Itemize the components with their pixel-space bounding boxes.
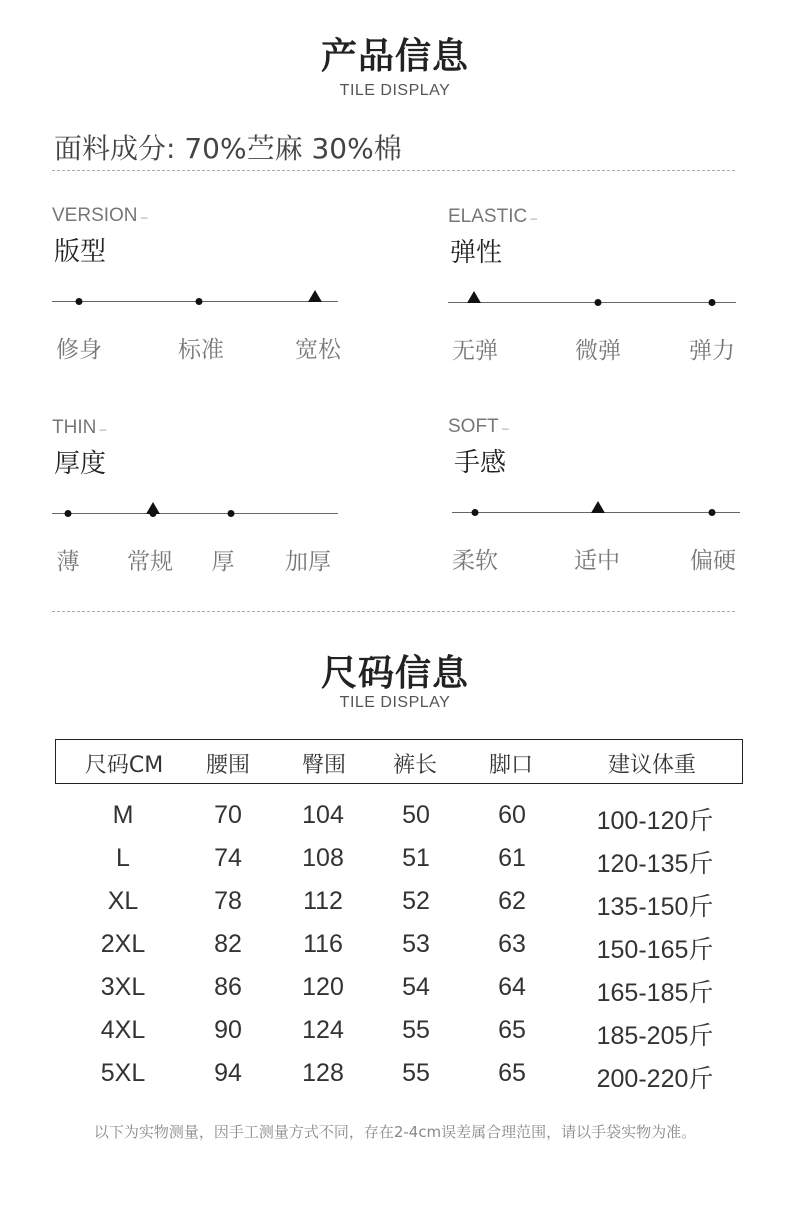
divider-bottom (52, 611, 735, 612)
scale-dot (595, 299, 602, 306)
table-row (0, 844, 790, 887)
cell-hem: 60 (498, 801, 526, 829)
cell-size: L (116, 844, 130, 872)
scale-dot (196, 298, 203, 305)
scale-dot (228, 510, 235, 517)
attribute-cn-label: 手感 (454, 448, 507, 478)
scale-line (448, 302, 736, 303)
cell-size: 4XL (100, 1016, 146, 1044)
attribute-en-label: VERSION – (52, 205, 148, 227)
attribute-en-label: ELASTIC – (448, 206, 537, 228)
cell-weight: 135-150斤 (596, 893, 714, 921)
scale-dot (76, 298, 83, 305)
scale-line (52, 513, 338, 514)
scale-dot (65, 510, 72, 517)
attribute-en-label: THIN – (52, 417, 106, 439)
cell-hem: 65 (498, 1016, 526, 1044)
table-row (0, 801, 790, 844)
product-info-subtitle: TILE DISPLAY (339, 82, 451, 99)
cell-size: 3XL (100, 973, 146, 1001)
scale-dot (150, 510, 157, 517)
cell-hip: 120 (302, 973, 344, 1001)
cell-weight: 150-165斤 (596, 936, 714, 964)
scale-label: 无弹 (452, 338, 498, 364)
header-waist: 腰围 (205, 753, 251, 778)
header-hip: 臀围 (301, 753, 347, 778)
scale-label: 柔软 (452, 548, 498, 574)
cell-hip: 108 (302, 844, 344, 872)
cell-hem: 62 (498, 887, 526, 915)
cell-weight: 185-205斤 (596, 1022, 714, 1050)
selected-marker-icon (467, 291, 481, 303)
scale-dot (472, 509, 479, 516)
cell-length: 52 (402, 887, 430, 915)
cell-hip: 124 (302, 1016, 344, 1044)
selected-marker-icon (591, 501, 605, 513)
cell-size: 5XL (100, 1059, 146, 1087)
table-row (0, 1059, 790, 1102)
scale-dot (709, 299, 716, 306)
selected-marker-icon (308, 290, 322, 302)
scale-label: 薄 (56, 549, 80, 575)
cell-length: 53 (402, 930, 430, 958)
divider-top (52, 170, 735, 171)
cell-weight: 100-120斤 (596, 807, 714, 835)
product-info-title: 产品信息 (320, 36, 469, 77)
attribute-cn-label: 弹性 (450, 238, 503, 268)
table-row (0, 930, 790, 973)
table-row (0, 973, 790, 1016)
attribute-cn-label: 版型 (54, 237, 107, 267)
attribute-cn-label: 厚度 (54, 449, 107, 479)
cell-length: 55 (402, 1059, 430, 1087)
cell-length: 51 (402, 844, 430, 872)
scale-label: 宽松 (295, 337, 341, 363)
scale-dot (709, 509, 716, 516)
cell-hip: 116 (303, 930, 343, 958)
attribute-version (52, 205, 342, 395)
scale-label: 修身 (56, 337, 102, 363)
cell-weight: 200-220斤 (596, 1065, 714, 1093)
table-row (0, 1016, 790, 1059)
cell-size: XL (107, 887, 139, 915)
fabric-composition: 面料成分: 70%苎麻 30%棉 (54, 132, 402, 165)
scale-label: 厚 (211, 549, 235, 575)
attribute-en-label: SOFT – (448, 416, 509, 438)
cell-weight: 165-185斤 (596, 979, 714, 1007)
cell-waist: 94 (214, 1059, 242, 1087)
scale-label: 微弹 (575, 338, 621, 364)
cell-weight: 120-135斤 (596, 850, 714, 878)
cell-size: 2XL (100, 930, 146, 958)
scale-label: 弹力 (689, 338, 735, 364)
size-info-subtitle: TILE DISPLAY (339, 694, 451, 711)
measurement-note: 以下为实物测量，因手工测量方式不同，存在2-4cm误差属合理范围，请以手袋实物为准。 (93, 1123, 697, 1141)
cell-hem: 63 (498, 930, 526, 958)
attribute-soft (448, 416, 738, 606)
cell-hip: 104 (302, 801, 344, 829)
scale-label: 标准 (178, 337, 224, 363)
scale-label: 常规 (127, 549, 173, 575)
cell-hip: 128 (302, 1059, 344, 1087)
header-weight: 建议体重 (607, 753, 697, 778)
cell-size: M (112, 801, 134, 829)
cell-length: 55 (402, 1016, 430, 1044)
size-table-header (55, 739, 743, 784)
cell-hip: 112 (303, 887, 343, 915)
cell-waist: 70 (214, 801, 242, 829)
header-size: 尺码CM (84, 753, 164, 778)
attribute-thin (52, 417, 342, 607)
cell-waist: 78 (214, 887, 242, 915)
table-row (0, 887, 790, 930)
cell-length: 54 (402, 973, 430, 1001)
scale-label: 加厚 (285, 549, 331, 575)
cell-hem: 65 (498, 1059, 526, 1087)
attribute-elastic (448, 206, 738, 396)
cell-hem: 64 (498, 973, 526, 1001)
cell-length: 50 (402, 801, 430, 829)
scale-label: 偏硬 (690, 548, 736, 574)
scale-label: 适中 (574, 548, 620, 574)
cell-hem: 61 (498, 844, 526, 872)
cell-waist: 82 (214, 930, 242, 958)
header-length: 裤长 (392, 753, 438, 778)
cell-waist: 90 (214, 1016, 242, 1044)
header-hem: 脚口 (488, 753, 534, 778)
size-info-title: 尺码信息 (320, 653, 469, 694)
cell-waist: 74 (214, 844, 242, 872)
cell-waist: 86 (214, 973, 242, 1001)
